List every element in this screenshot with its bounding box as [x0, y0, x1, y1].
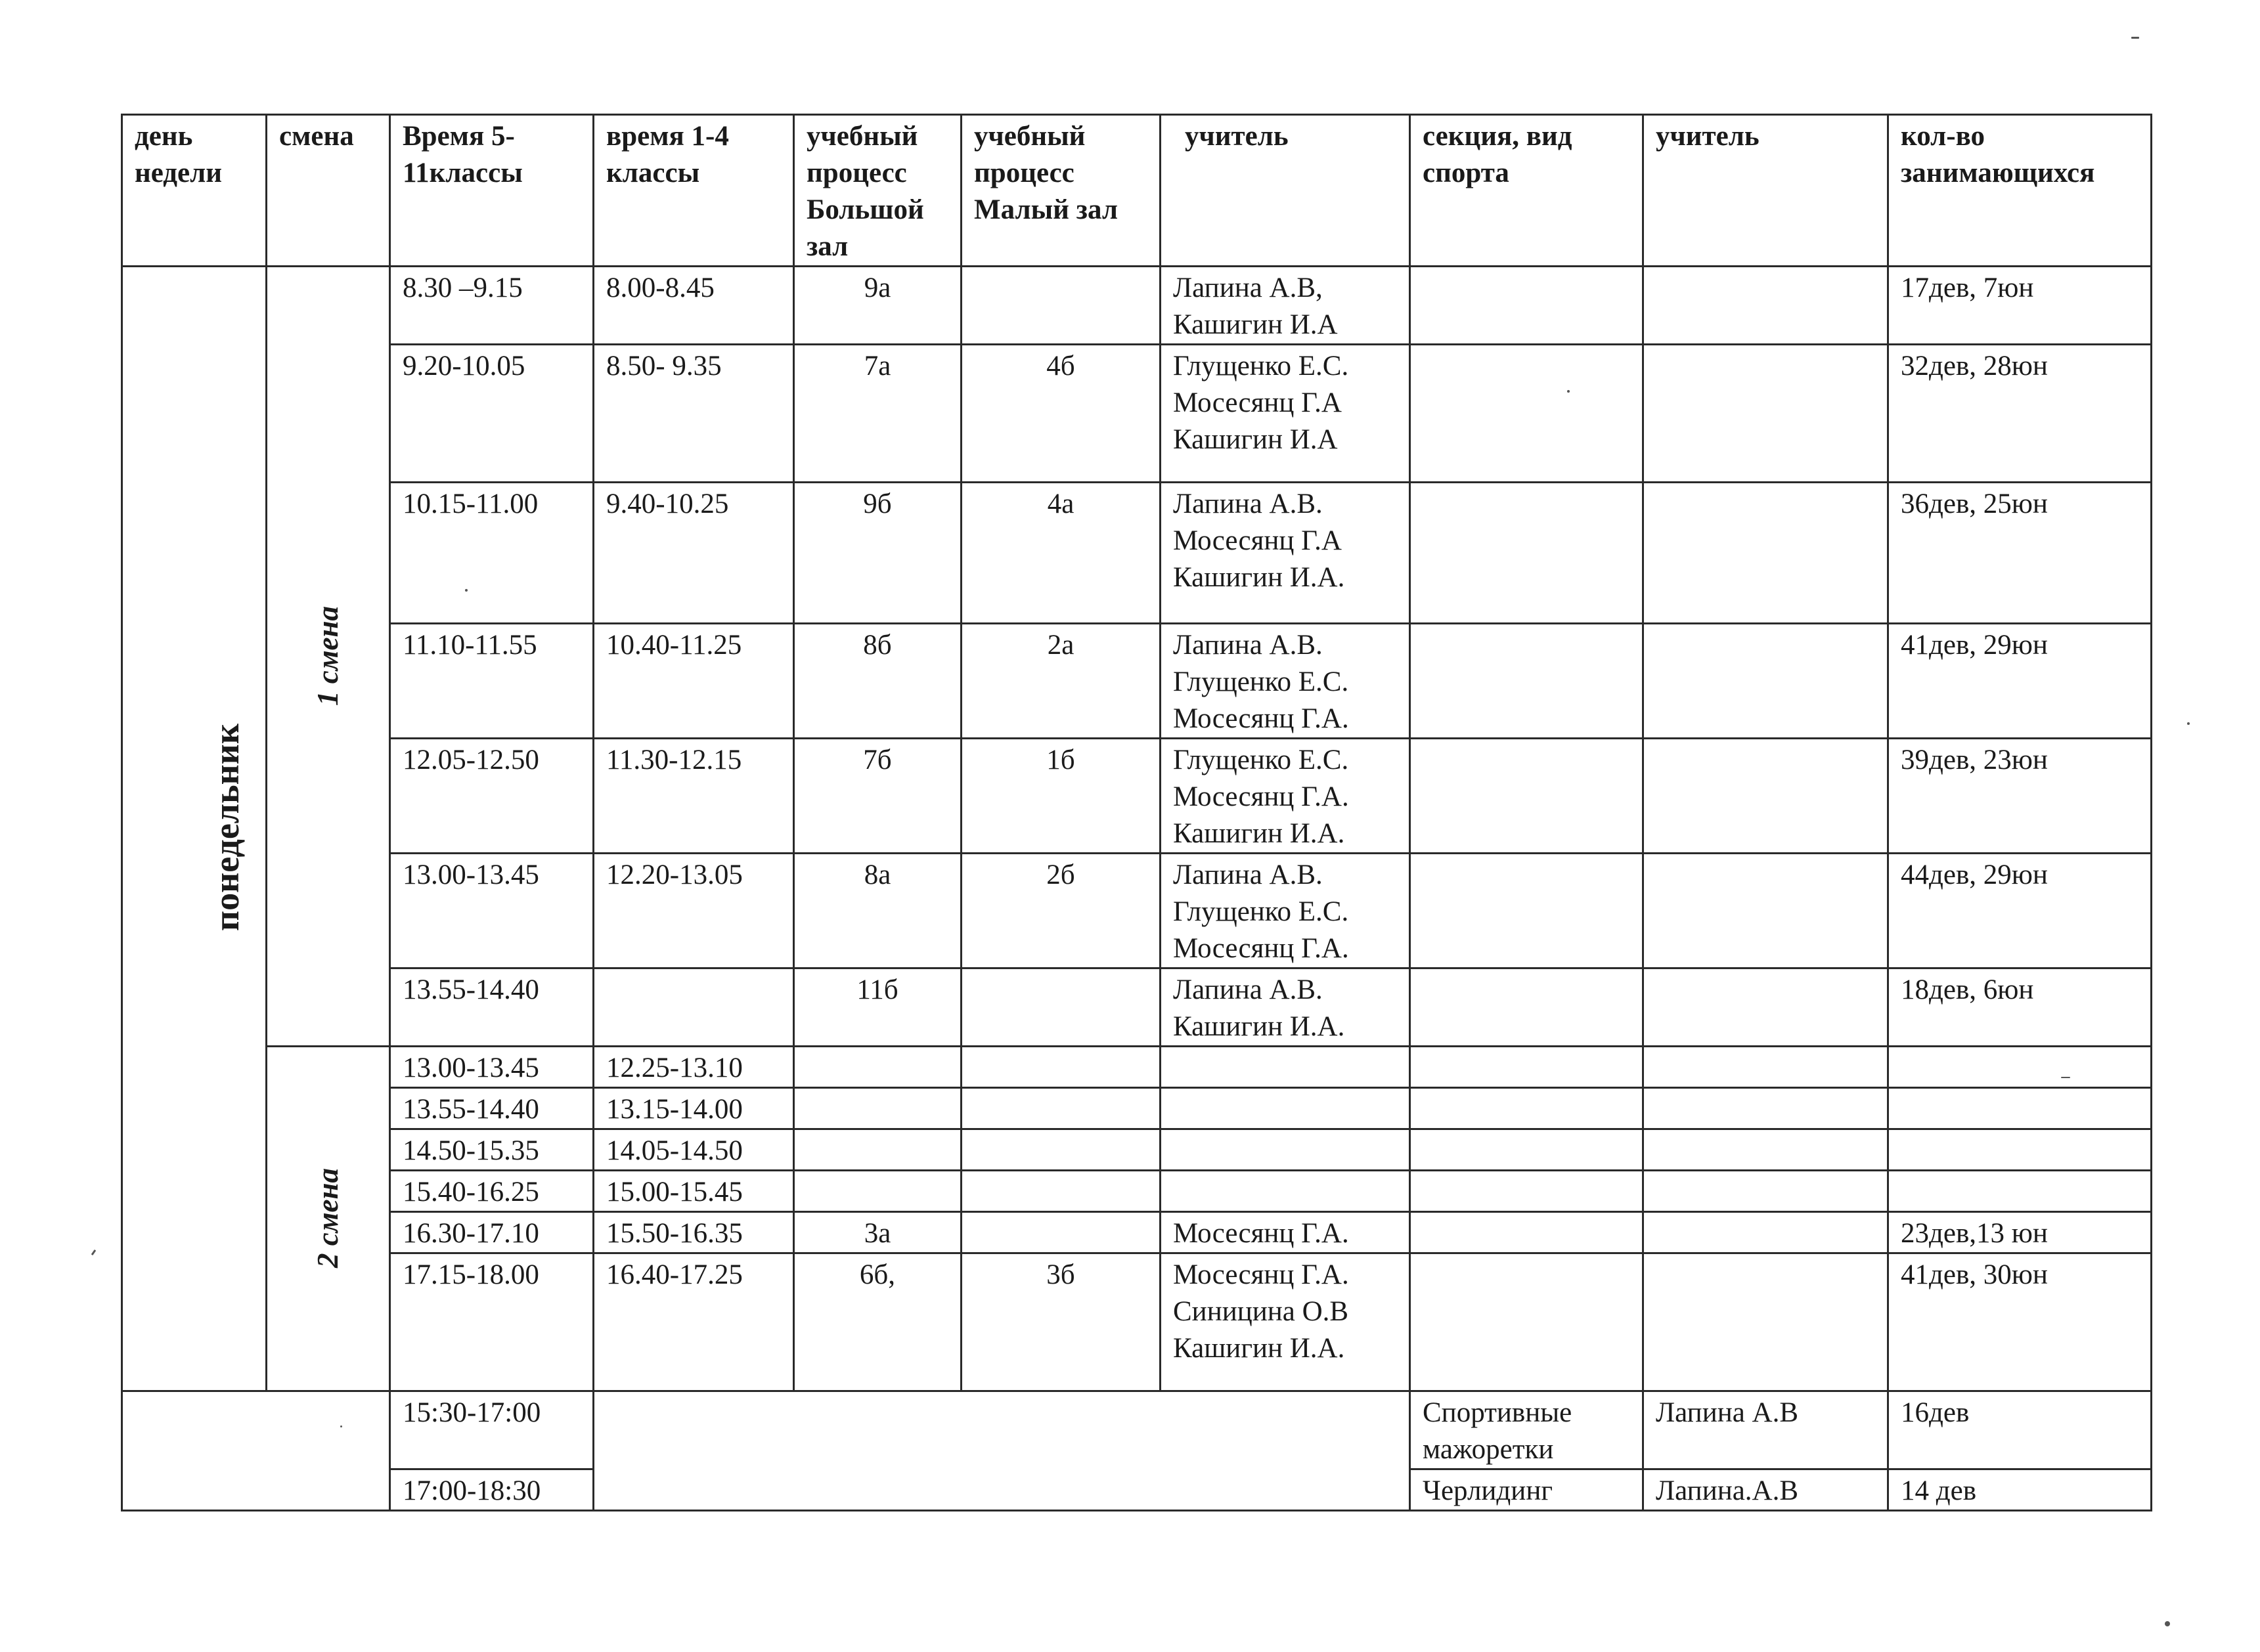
- students-count-cell: [1888, 1129, 2152, 1171]
- students-count-cell: 44дев, 29юн: [1888, 854, 2152, 968]
- teacher-name: Мосесянц Г.А: [1173, 525, 1342, 556]
- header-shift: [267, 115, 390, 267]
- time-1-4-cell: 8.00-8.45: [594, 267, 794, 345]
- students-count-cell: 18дев, 6юн: [1888, 968, 2152, 1047]
- section-cell: [1410, 345, 1643, 483]
- table-row: [122, 483, 2152, 624]
- sport-name-cell: [1410, 1391, 1643, 1469]
- table-row: [122, 1129, 2152, 1171]
- teacher-name: Мосесянц Г.А.: [1173, 781, 1349, 812]
- time-5-11-cell: 8.30 –9.15: [390, 267, 594, 345]
- header-row: [122, 115, 2152, 267]
- small-hall-class-cell: [962, 1171, 1161, 1212]
- merged-empty-cell: [594, 1391, 1410, 1511]
- header-line: Большой: [807, 194, 924, 225]
- time-5-11-cell: 10.15-11.00: [390, 483, 594, 624]
- section-teacher-cell: [1643, 968, 1888, 1047]
- table-row: [122, 345, 2152, 483]
- time-1-4-cell: 8.50- 9.35: [594, 345, 794, 483]
- header-line: зал: [807, 231, 849, 262]
- time-5-11-cell: 13.55-14.40: [390, 1088, 594, 1129]
- students-count-cell: 41дев, 30юн: [1888, 1253, 2152, 1391]
- schedule-table: [121, 114, 2152, 1511]
- time-1-4-cell: 11.30-12.15: [594, 739, 794, 854]
- small-hall-class-cell: [962, 1129, 1161, 1171]
- section-teacher-cell: [1643, 483, 1888, 624]
- big-hall-class-cell: 9а: [794, 267, 962, 345]
- time-5-11-cell: 16.30-17.10: [390, 1212, 594, 1253]
- section-count-cell: 16дев: [1888, 1391, 2152, 1469]
- scan-speck: [2061, 1077, 2070, 1078]
- table-row: [122, 1088, 2152, 1129]
- students-count-cell: 41дев, 29юн: [1888, 624, 2152, 739]
- section-count-cell: 14 дев: [1888, 1469, 2152, 1511]
- header-line: учитель: [1185, 121, 1289, 152]
- header-line: секция, вид: [1423, 121, 1572, 152]
- time-1-4-cell: 10.40-11.25: [594, 624, 794, 739]
- teacher-cell: [1161, 345, 1410, 483]
- time-1-4-cell: 12.20-13.05: [594, 854, 794, 968]
- scan-speck: [465, 589, 468, 592]
- header-line: смена: [279, 121, 354, 152]
- big-hall-class-cell: 9б: [794, 483, 962, 624]
- big-hall-class-cell: 8а: [794, 854, 962, 968]
- teacher-name: Лапина А.В.: [1173, 974, 1323, 1005]
- section-time-cell: 17:00-18:30: [390, 1469, 594, 1511]
- students-count-cell: 39дев, 23юн: [1888, 739, 2152, 854]
- big-hall-class-cell: 11б: [794, 968, 962, 1047]
- teacher-cell: [1161, 483, 1410, 624]
- header-students-count: [1888, 115, 2152, 267]
- students-count-cell: [1888, 1171, 2152, 1212]
- table-row: [122, 854, 2152, 968]
- students-count-cell: [1888, 1088, 2152, 1129]
- header-line: занимающихся: [1901, 158, 2095, 188]
- teacher-name: Кашигин И.А: [1173, 424, 1338, 455]
- section-cell: [1410, 483, 1643, 624]
- teacher-cell: [1161, 854, 1410, 968]
- section-cell: [1410, 1212, 1643, 1253]
- header-line: процесс: [807, 158, 907, 188]
- section-teacher-cell: [1643, 345, 1888, 483]
- scan-speck: [2187, 722, 2190, 725]
- teacher-cell: [1161, 1047, 1410, 1088]
- header-line: Время 5-: [403, 121, 515, 152]
- small-hall-class-cell: 2б: [962, 854, 1161, 968]
- section-row: [122, 1391, 2152, 1469]
- section-teacher-cell: [1643, 854, 1888, 968]
- table-row: [122, 1253, 2152, 1391]
- teacher-name: Лапина А.В.: [1173, 489, 1323, 519]
- teacher-name: Кашигин И.А.: [1173, 562, 1345, 593]
- section-teacher-cell: [1643, 1088, 1888, 1129]
- teacher-cell: [1161, 624, 1410, 739]
- big-hall-class-cell: [794, 1088, 962, 1129]
- time-1-4-cell: 16.40-17.25: [594, 1253, 794, 1391]
- small-hall-class-cell: 3б: [962, 1253, 1161, 1391]
- shift-1-cell-text: 1 смена: [311, 605, 345, 706]
- table-row: [122, 624, 2152, 739]
- shift-1-cell: [267, 267, 390, 1047]
- teacher-cell: [1161, 1212, 1410, 1253]
- teacher-cell: [1161, 1088, 1410, 1129]
- teacher-name: мажоретки: [1423, 1434, 1554, 1465]
- section-teacher-cell: Лапина.А.В: [1643, 1469, 1888, 1511]
- header-teacher: [1161, 115, 1410, 267]
- teacher-name: Мосесянц Г.А.: [1173, 703, 1349, 734]
- teacher-name: Кашигин И.А.: [1173, 1333, 1345, 1364]
- section-teacher-cell: Лапина А.В: [1643, 1391, 1888, 1469]
- scan-speck: [2131, 37, 2139, 39]
- small-hall-class-cell: [962, 1088, 1161, 1129]
- big-hall-class-cell: 6б,: [794, 1253, 962, 1391]
- table-row: [122, 1212, 2152, 1253]
- day-cell: [122, 267, 267, 1391]
- header-line: учебный: [974, 121, 1086, 152]
- header-small-hall: [962, 115, 1161, 267]
- teacher-name: Глущенко Е.С.: [1173, 666, 1349, 697]
- time-1-4-cell: 13.15-14.00: [594, 1088, 794, 1129]
- time-5-11-cell: 13.00-13.45: [390, 854, 594, 968]
- section-teacher-cell: [1643, 1171, 1888, 1212]
- teacher-cell: [1161, 739, 1410, 854]
- time-5-11-cell: 14.50-15.35: [390, 1129, 594, 1171]
- section-cell: [1410, 854, 1643, 968]
- section-teacher-cell: [1643, 624, 1888, 739]
- big-hall-class-cell: 3а: [794, 1212, 962, 1253]
- header-line: недели: [135, 158, 223, 188]
- header-line: Малый зал: [974, 194, 1118, 225]
- big-hall-class-cell: [794, 1171, 962, 1212]
- time-5-11-cell: 17.15-18.00: [390, 1253, 594, 1391]
- header-time-5-11: [390, 115, 594, 267]
- students-count-cell: 17дев, 7юн: [1888, 267, 2152, 345]
- header-line: спорта: [1423, 158, 1509, 188]
- section-cell: [1410, 1171, 1643, 1212]
- table-row: [122, 739, 2152, 854]
- time-1-4-cell: 15.00-15.45: [594, 1171, 794, 1212]
- teacher-name: Синицина О.В: [1173, 1296, 1349, 1327]
- teacher-name: Лапина А.В.: [1173, 859, 1323, 890]
- time-5-11-cell: 12.05-12.50: [390, 739, 594, 854]
- time-1-4-cell: 9.40-10.25: [594, 483, 794, 624]
- scan-speck: [1567, 390, 1570, 393]
- header-time-1-4: [594, 115, 794, 267]
- scan-speck: [2165, 1621, 2170, 1626]
- table-row: [122, 1171, 2152, 1212]
- time-5-11-cell: 9.20-10.05: [390, 345, 594, 483]
- time-1-4-cell: [594, 968, 794, 1047]
- section-teacher-cell: [1643, 1253, 1888, 1391]
- big-hall-class-cell: 7б: [794, 739, 962, 854]
- section-teacher-cell: [1643, 1212, 1888, 1253]
- table-row: [122, 1047, 2152, 1088]
- time-5-11-cell: 15.40-16.25: [390, 1171, 594, 1212]
- header-line: учебный: [807, 121, 918, 152]
- big-hall-class-cell: [794, 1047, 962, 1088]
- table-row: [122, 968, 2152, 1047]
- teacher-cell: [1161, 968, 1410, 1047]
- teacher-name: Мосесянц Г.А.: [1173, 1259, 1349, 1290]
- section-cell: [1410, 624, 1643, 739]
- small-hall-class-cell: 2а: [962, 624, 1161, 739]
- small-hall-class-cell: [962, 968, 1161, 1047]
- header-section-teacher: [1643, 115, 1888, 267]
- teacher-name: Глущенко Е.С.: [1173, 351, 1349, 381]
- small-hall-class-cell: 4б: [962, 345, 1161, 483]
- teacher-name: Лапина А.В,: [1173, 272, 1323, 303]
- time-5-11-cell: 13.00-13.45: [390, 1047, 594, 1088]
- teacher-name: Мосесянц Г.А: [1173, 387, 1342, 418]
- teacher-cell: [1161, 1171, 1410, 1212]
- header-line: учитель: [1656, 121, 1760, 152]
- header-big-hall: [794, 115, 962, 267]
- section-cell: [1410, 968, 1643, 1047]
- big-hall-class-cell: [794, 1129, 962, 1171]
- teacher-cell: [1161, 1253, 1410, 1391]
- students-count-cell: 23дев,13 юн: [1888, 1212, 2152, 1253]
- blank-cell: [122, 1391, 390, 1511]
- small-hall-class-cell: [962, 1212, 1161, 1253]
- big-hall-class-cell: 8б: [794, 624, 962, 739]
- header-line: классы: [606, 158, 700, 188]
- section-cell: [1410, 1253, 1643, 1391]
- teacher-cell: [1161, 1129, 1410, 1171]
- header-line: день: [135, 121, 193, 152]
- time-1-4-cell: 12.25-13.10: [594, 1047, 794, 1088]
- section-teacher-cell: [1643, 739, 1888, 854]
- students-count-cell: 36дев, 25юн: [1888, 483, 2152, 624]
- header-line: время 1-4: [606, 121, 729, 152]
- teacher-name: Глущенко Е.С.: [1173, 896, 1349, 927]
- students-count-cell: 32дев, 28юн: [1888, 345, 2152, 483]
- section-cell: [1410, 1129, 1643, 1171]
- section-cell: [1410, 739, 1643, 854]
- small-hall-class-cell: [962, 267, 1161, 345]
- section-teacher-cell: [1643, 267, 1888, 345]
- teacher-name: Спортивные: [1423, 1397, 1572, 1428]
- table-row: [122, 267, 2152, 345]
- header-section: [1410, 115, 1643, 267]
- time-1-4-cell: 14.05-14.50: [594, 1129, 794, 1171]
- schedule-body: [122, 267, 2152, 1511]
- section-teacher-cell: [1643, 1047, 1888, 1088]
- students-count-cell: [1888, 1047, 2152, 1088]
- section-teacher-cell: [1643, 1129, 1888, 1171]
- teacher-cell: [1161, 267, 1410, 345]
- teacher-name: Черлидинг: [1423, 1475, 1553, 1506]
- header-line: кол-во: [1901, 121, 1985, 152]
- time-5-11-cell: 13.55-14.40: [390, 968, 594, 1047]
- teacher-name: Кашигин И.А.: [1173, 818, 1345, 849]
- section-time-cell: 15:30-17:00: [390, 1391, 594, 1469]
- teacher-name: Кашигин И.А: [1173, 309, 1338, 340]
- day-cell-text: понедельник: [206, 723, 246, 931]
- header-line: 11классы: [403, 158, 523, 188]
- small-hall-class-cell: [962, 1047, 1161, 1088]
- teacher-name: Лапина А.В.: [1173, 630, 1323, 661]
- shift-2-cell: [267, 1047, 390, 1391]
- teacher-name: Кашигин И.А.: [1173, 1011, 1345, 1042]
- big-hall-class-cell: 7а: [794, 345, 962, 483]
- section-cell: [1410, 267, 1643, 345]
- section-cell: [1410, 1047, 1643, 1088]
- scan-speck: [91, 1250, 97, 1255]
- small-hall-class-cell: 4а: [962, 483, 1161, 624]
- sport-name-cell: [1410, 1469, 1643, 1511]
- teacher-name: Мосесянц Г.А.: [1173, 1218, 1349, 1249]
- time-1-4-cell: 15.50-16.35: [594, 1212, 794, 1253]
- header-line: процесс: [974, 158, 1075, 188]
- teacher-name: Мосесянц Г.А.: [1173, 933, 1349, 964]
- teacher-name: Глущенко Е.С.: [1173, 745, 1349, 775]
- time-5-11-cell: 11.10-11.55: [390, 624, 594, 739]
- shift-2-cell-text: 2 смена: [311, 1167, 345, 1269]
- small-hall-class-cell: 1б: [962, 739, 1161, 854]
- header-day: [122, 115, 267, 267]
- scan-speck: [340, 1425, 342, 1427]
- section-cell: [1410, 1088, 1643, 1129]
